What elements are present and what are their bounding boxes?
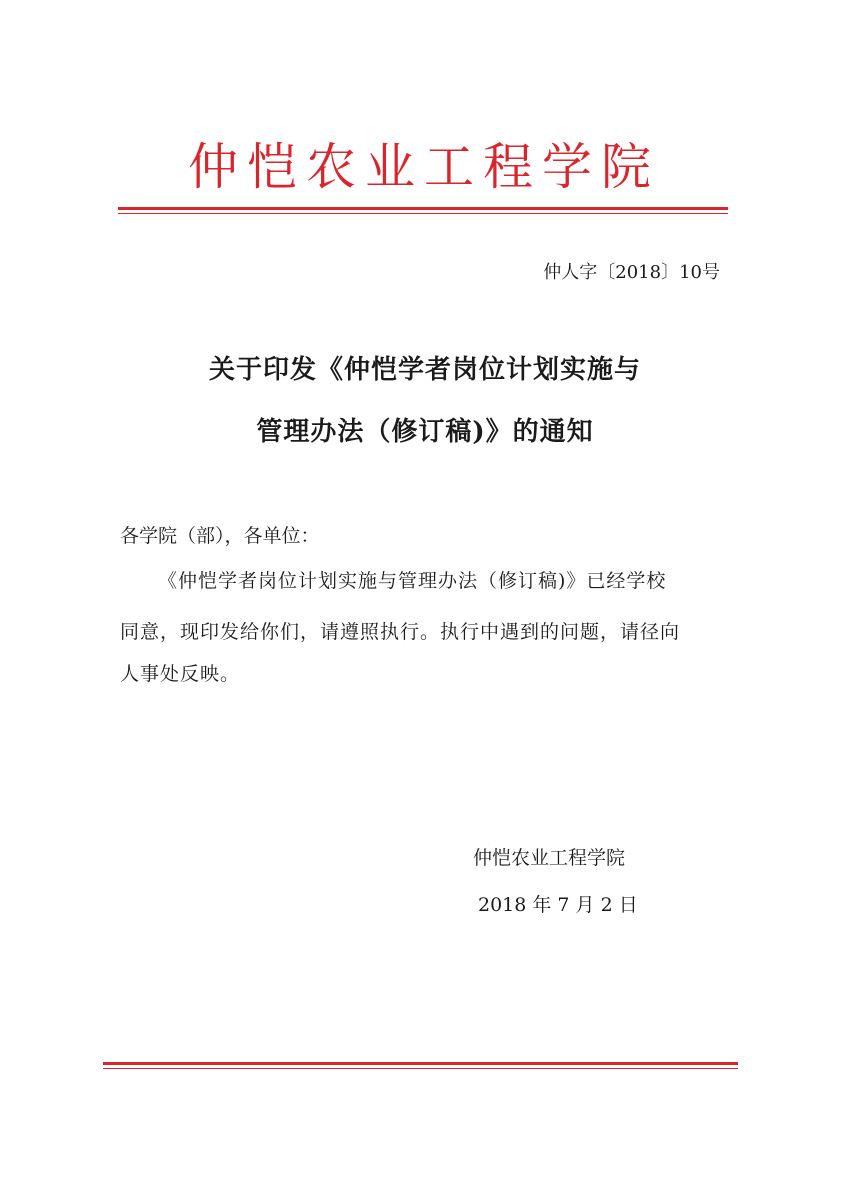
body-paragraph-line-2: 同意，现印发给你们，请遵照执行。执行中遇到的问题，请径向	[120, 621, 681, 643]
header-rule-thick	[118, 207, 728, 210]
header-rule-thin	[118, 213, 728, 214]
footer-rule-thin	[103, 1068, 738, 1069]
document-title-line-2: 管理办法（修订稿)》的通知	[256, 417, 594, 447]
footer-rule-thick	[103, 1062, 738, 1065]
document-title-line-1: 关于印发《仲恺学者岗位计划实施与	[208, 355, 641, 385]
body-paragraph-line-1: 《仲恺学者岗位计划实施与管理办法（修订稿)》已经学校	[158, 570, 667, 592]
institution-header: 仲恺农业工程学院	[188, 138, 660, 196]
salutation: 各学院（部），各单位：	[120, 525, 320, 547]
body-paragraph-line-3: 人事处反映。	[120, 663, 241, 685]
document-number: 仲人字〔2018〕10号	[543, 262, 720, 283]
signature-date: 2018 年 7 月 2 日	[478, 894, 638, 916]
signature-issuer: 仲恺农业工程学院	[473, 847, 626, 869]
